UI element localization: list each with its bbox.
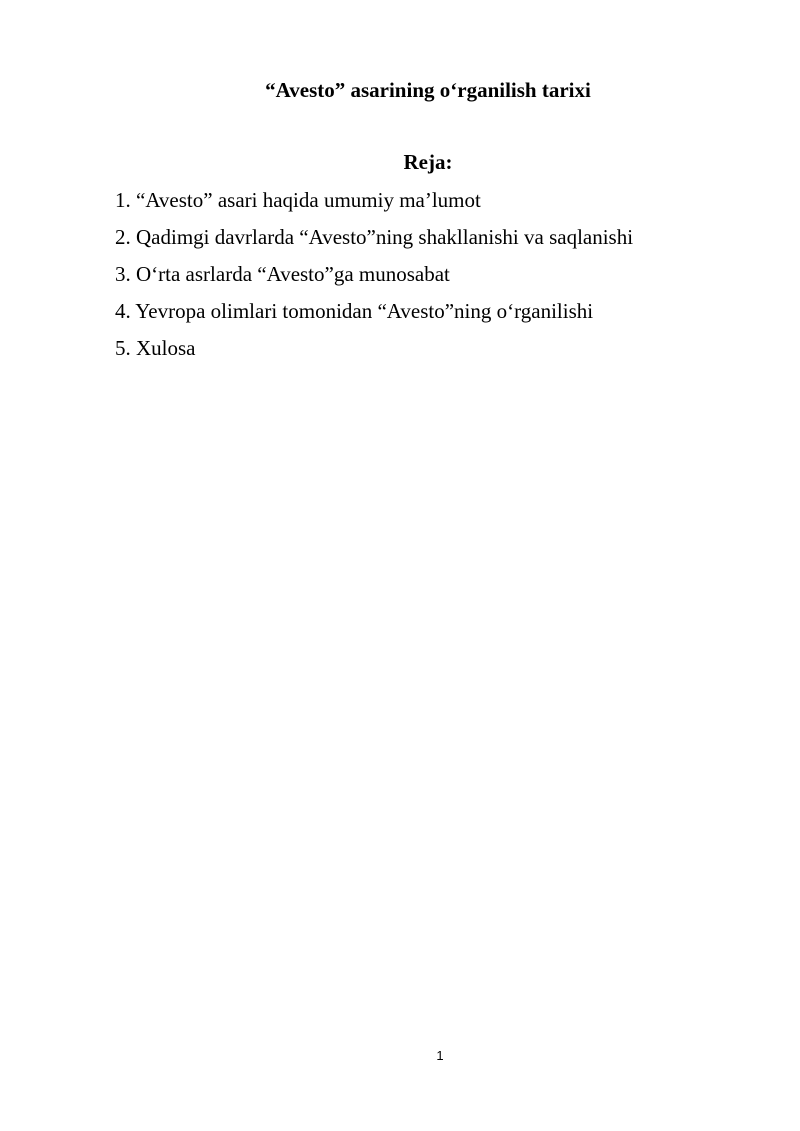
plan-item: 1. “Avesto” asari haqida umumiy ma’lumot bbox=[115, 188, 481, 212]
document-title: “Avesto” asarining o‘rganilish tarixi bbox=[265, 78, 591, 102]
plan-item: 5. Xulosa bbox=[115, 336, 196, 360]
plan-list bbox=[115, 186, 755, 371]
page-number: 1 bbox=[436, 1048, 444, 1063]
plan-heading: Reja: bbox=[403, 150, 453, 174]
plan-item: 3. O‘rta asrlarda “Avesto”ga munosabat bbox=[115, 262, 450, 286]
plan-item: 2. Qadimgi davrlarda “Avesto”ning shakllanishi va saqlanishi bbox=[115, 225, 634, 249]
plan-item: 4. Yevropa olimlari tomonidan “Avesto”ning o‘rganilishi bbox=[115, 299, 594, 323]
